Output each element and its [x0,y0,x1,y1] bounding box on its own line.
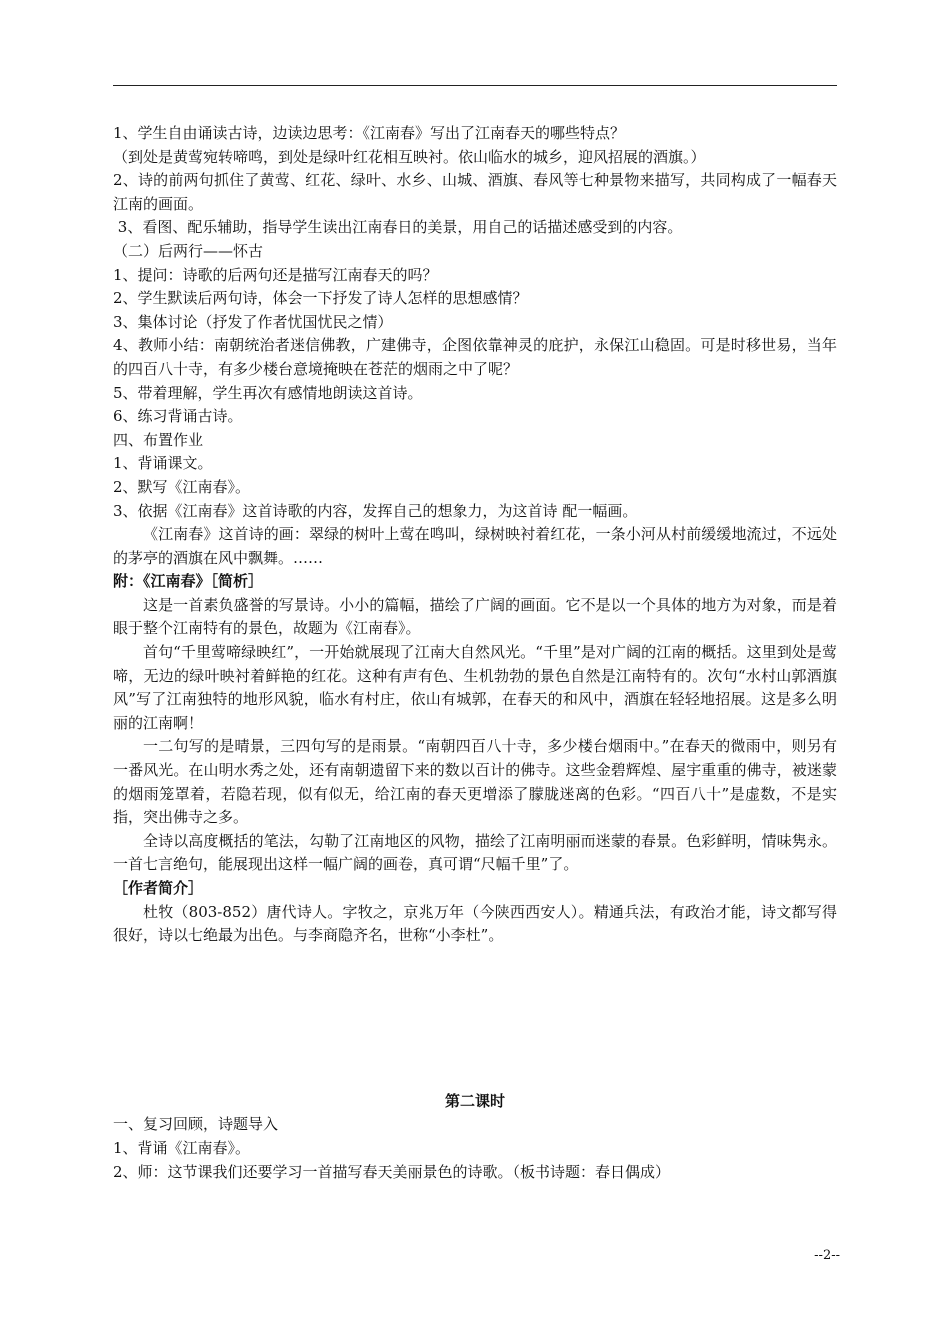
question-1: 1、学生自由诵读古诗，边读边思考：《江南春》写出了江南春天的哪些特点？ [113,124,626,142]
point-3: 3、看图、配乐辅助，指导学生读出江南春日的美景，用自己的话描述感受到的内容。 [113,218,683,237]
homework-3: 3、依据《江南春》这首诗歌的内容，发挥自己的想象力，为这首诗 配一幅画。 [113,501,638,520]
author-heading: ［作者简介］ [113,879,204,897]
appendix-heading: 附：《江南春》［简析］ [113,572,264,591]
review-heading: 一、复习回顾，诗题导入 [113,1115,279,1134]
section-title: 第二课时 [444,1091,505,1110]
step-1: 1、提问：诗歌的后两句还是描写江南春天的吗？ [113,265,438,284]
page-number: --2-- [814,1248,840,1263]
analysis-paragraph-3: 一二句写的是晴景，三四句写的是雨景。“南朝四百八十寺，多少楼台烟雨中。”在春天的微雨中，则另有一番风光。在山明水秀之处，还有南朝遗留下来的数以百计的佛寺。这些金碧辉煌、屋宇重重的佛寺，被迷蒙的烟雨笼罩着，若隐若现，似有似无，给江南的春天更增添了朦胧迷离的色彩。“四百八十”是虚数，不是实指，突出佛寺之多。 [113,737,837,827]
step-4: 4、教师小结：南朝统治者迷信佛教，广建佛寺，企图依靠神灵的庇护，永保江山稳固。可是时移世易，当年的四百八十寺，有多少楼台意境掩映在苍茫的烟雨之中了呢？ [113,336,837,378]
document-body [113,122,837,1184]
painting-description: 《江南春》这首诗的画：翠绿的树叶上莺在鸣叫，绿树映衬着红花，一条小河从村前缓缓地流过，不远处的茅亭的酒旗在风中飘舞。…… [113,525,837,567]
homework-1: 1、背诵课文。 [113,454,213,473]
spacer [113,948,837,1090]
author-bio: 杜牧（803-852）唐代诗人。字牧之，京兆万年（今陕西西安人）。精通兵法，有政治才能，诗文都写得很好，诗以七绝最为出色。与李商隐齐名，世称“小李杜”。 [113,902,837,945]
review-step-2: 2、师：这节课我们还要学习一首描写春天美丽景色的诗歌。（板书诗题：春日偶成） [113,1162,671,1181]
homework-heading: 四、布置作业 [113,430,204,449]
analysis-paragraph-1: 这是一首素负盛誉的写景诗。小小的篇幅，描绘了广阔的画面。它不是以一个具体的地方为对象，而是着眼于整个江南特有的景色，故题为《江南春》。 [113,595,837,638]
answer-1: （到处是黄莺宛转啼鸣，到处是绿叶红花相互映衬。依山临水的城乡，迎风招展的酒旗。） [113,147,706,166]
analysis-paragraph-4: 全诗以高度概括的笔法，勾勒了江南地区的风物，描绘了江南明丽而迷蒙的春景。色彩鲜明，情味隽永。一首七言绝句，能展现出这样一幅广阔的画卷，真可谓“尺幅千里”了。 [113,831,837,874]
point-2: 2、诗的前两句抓住了黄莺、红花、绿叶、水乡、山城、酒旗、春风等七种景物来描写，共同构成了一幅春天江南的画面。 [113,171,837,213]
subheading-latter-lines: （二）后两行——怀古 [113,241,264,260]
analysis-paragraph-2: 首句“千里莺啼绿映红”，一开始就展现了江南大自然风光。“千里”是对广阔的江南的概括。这里到处是莺啼，无边的绿叶映衬着鲜艳的红花。这种有声有色、生机勃勃的景色自然是江南特有的。次句“水村山郭酒旗风”写了江南独特的地形风貌，临水有村庄，依山有城郭，在春天的和风中，酒旗在轻轻地招展。这是多么明丽的江南啊！ [113,643,837,732]
header-rule [113,85,837,86]
step-2: 2、学生默读后两句诗，体会一下抒发了诗人怎样的思想感情？ [113,289,528,308]
step-3: 3、集体讨论（抒发了作者忧国忧民之情） [113,312,393,331]
review-step-1: 1、背诵《江南春》。 [113,1138,251,1157]
step-6: 6、练习背诵古诗。 [113,407,243,426]
step-5: 5、带着理解，学生再次有感情地朗读这首诗。 [113,383,423,402]
homework-2: 2、默写《江南春》。 [113,477,251,496]
